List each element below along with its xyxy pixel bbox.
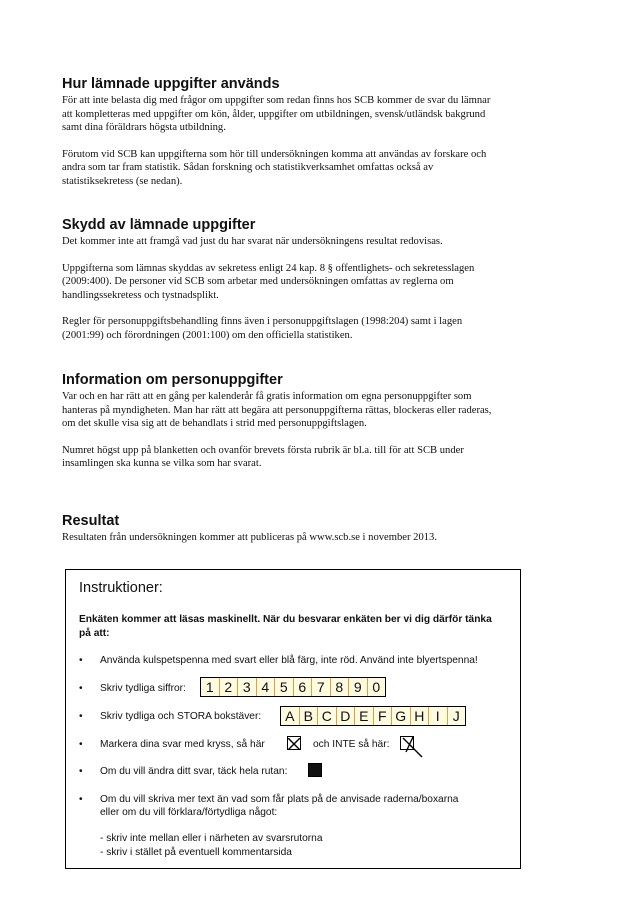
digit-cell: 8 (331, 678, 350, 696)
instruction-text: och INTE så här: (313, 739, 390, 750)
paragraph: Det kommer inte att framgå vad just du har svarat när undersökningens resultat redovisas. (62, 236, 443, 247)
bullet: • (79, 683, 83, 694)
correct-cross-icon (287, 736, 301, 750)
section-personal-data (62, 372, 502, 471)
sloppy-cross-icon (400, 736, 424, 758)
letter-cell: H (411, 707, 430, 725)
section-heading: Hur lämnade uppgifter används (62, 76, 280, 92)
section-heading: Resultat (62, 513, 120, 529)
digit-cell: 9 (349, 678, 368, 696)
letter-cell: I (429, 707, 448, 725)
paragraph: Numret högst upp på blanketten och ovanför brevets första rubrik är bl.a. till för att SCB under insamlingen ska kunna se vilka som har svarat. (62, 444, 464, 470)
instruction-text: Om du vill skriva mer text än vad som får plats på de anvisade raderna/boxarna (100, 794, 459, 805)
instruction-text: Använda kulspetspenna med svart eller blå färg, inte röd. Använd inte blyertspenna! (100, 655, 478, 666)
bullet: • (79, 711, 83, 722)
digit-cell: 2 (220, 678, 239, 696)
letter-cell: E (355, 707, 374, 725)
instructions-intro: Enkäten kommer att läsas maskinellt. När du besvarar enkäten ber vi dig därför tänka på att: (79, 614, 492, 639)
letter-cell: G (392, 707, 411, 725)
letter-cell: J (452, 708, 460, 724)
paragraph: Regler för personuppgiftsbehandling finns även i personuppgiftslagen (1998:204) samt i lagen (2001:99) och förordningen (2001:100) om den officiella statistiken. (62, 316, 463, 341)
bullet: • (79, 794, 83, 805)
instruction-text: - skriv inte mellan eller i närheten av svarsrutorna (100, 833, 323, 844)
bullet: • (79, 739, 83, 750)
bullet: • (79, 766, 83, 777)
instructions-box (65, 569, 521, 869)
paragraph: Uppgifterna som lämnas skyddas av sekretess enligt 24 kap. 8 § offentlighets- och sekretesslagen (2009:400). De personer vid SCB som arbetar med undersökningen omfattas av reglerna om handlingssekretess och tystnadsplikt. (62, 262, 475, 301)
digit-cell: 1 (201, 678, 220, 696)
digit-sample-row (200, 677, 386, 697)
digit-cell: 0 (372, 679, 381, 695)
cross-icon (288, 738, 300, 750)
letter-cell: F (374, 707, 393, 725)
section-usage (62, 76, 502, 189)
section-heading: Skydd av lämnade uppgifter (62, 217, 256, 233)
section-results (62, 513, 502, 545)
section-heading: Information om personuppgifter (62, 372, 283, 388)
instruction-text: - skriv i stället på eventuell kommentarsida (100, 847, 292, 858)
digit-cell: 3 (238, 678, 257, 696)
bullet: • (79, 655, 83, 666)
paragraph: Resultaten från undersökningen kommer att publiceras på www.scb.se i november 2013. (62, 532, 437, 543)
instruction-text: Skriv tydliga och STORA bokstäver: (100, 711, 262, 722)
instruction-text: Om du vill ändra ditt svar, täck hela rutan: (100, 766, 288, 777)
instruction-text: Markera dina svar med kryss, så här (100, 739, 265, 750)
letter-cell: A (281, 707, 300, 725)
digit-cell: 4 (257, 678, 276, 696)
letter-cell: C (318, 707, 337, 725)
letter-cell: B (300, 707, 319, 725)
letter-cell: D (337, 707, 356, 725)
digit-cell: 5 (275, 678, 294, 696)
instructions-title: Instruktioner: (79, 580, 163, 596)
paragraph: Förutom vid SCB kan uppgifterna som hör till undersökningen komma att användas av forskare och andra som tar fram statistik. Sådan forskning och statistikverksamhet omfattas också av statistiksekretess (se nedan). (62, 148, 487, 187)
digit-cell: 7 (312, 678, 331, 696)
paragraph: För att inte belasta dig med frågor om uppgifter som redan finns hos SCB kommer de svar du lämnar att kompletteras med uppgifter om kön, ålder, uppgifter om utbildningen, svensk/utländsk bakgrund samt dina föräldrars högsta utbildning. (62, 95, 491, 134)
instruction-text: Skriv tydliga siffror: (100, 683, 186, 694)
section-protection (62, 217, 502, 343)
incorrect-cross-icon (400, 736, 414, 750)
instruction-text: eller om du vill förklara/förtydliga något: (100, 807, 278, 818)
letter-sample-row (280, 706, 466, 726)
filled-box-icon (308, 763, 322, 777)
paragraph: Var och en har rätt att en gång per kalenderår få gratis information om egna personuppgifter som hanteras på myndigheten. Man har rätt att begära att personuppgifterna rättas, blockeras eller raderas, om det skulle visa sig att de behandlats i strid med personuppgiftslagen. (62, 391, 492, 430)
digit-cell: 6 (294, 678, 313, 696)
